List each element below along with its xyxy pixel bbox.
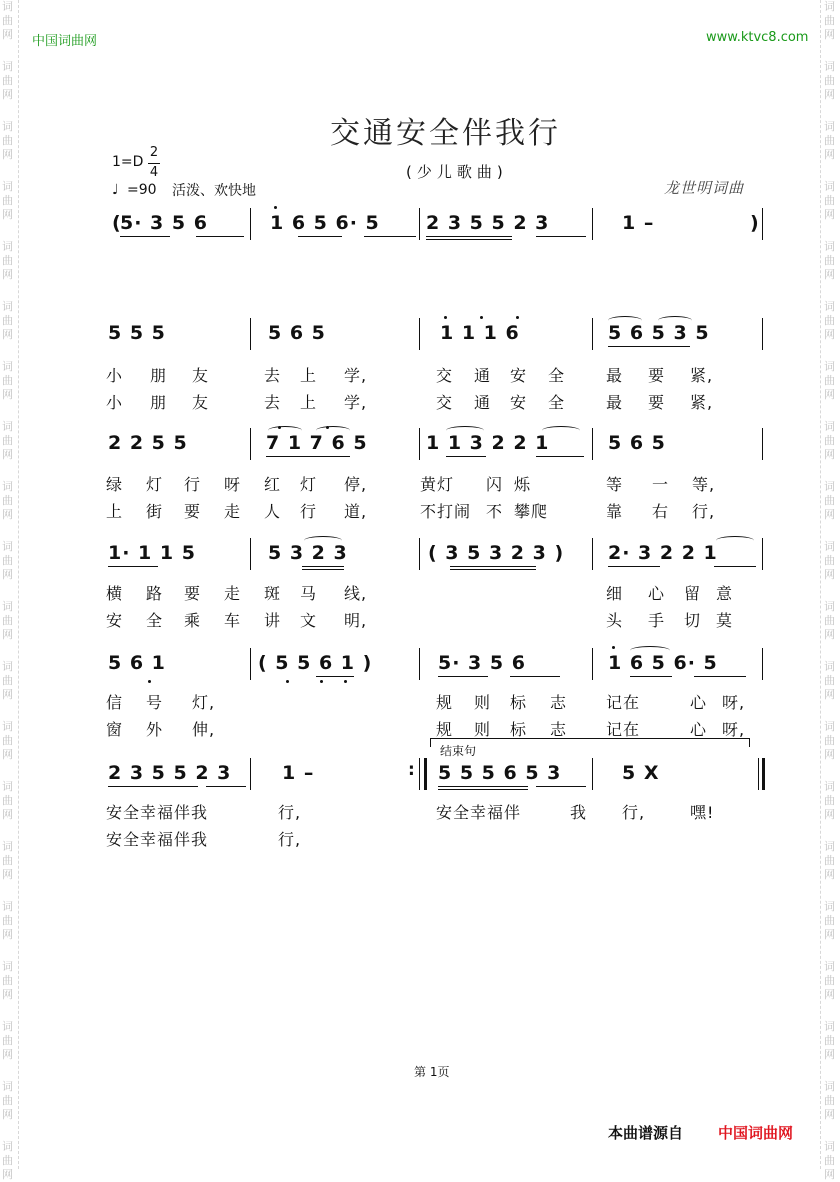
- watermark-text: 词 曲 网: [2, 1080, 13, 1121]
- lyric-syllable: 斑: [264, 584, 282, 603]
- high-octave-dot: [274, 206, 277, 209]
- barline: [250, 318, 251, 350]
- lyric-syllable: 规: [436, 693, 454, 712]
- source-label: 本曲谱源自: [608, 1124, 684, 1142]
- lyric-syllable: 细: [606, 584, 624, 603]
- lyric-syllable: 全: [548, 393, 566, 412]
- beam-underline: [108, 566, 158, 567]
- barline: [419, 208, 420, 240]
- slur: [304, 536, 342, 545]
- lyric-syllable: 友: [192, 366, 210, 385]
- time-signature-bottom: 4: [149, 165, 159, 180]
- lyric-syllable: 烁: [514, 475, 532, 494]
- key-signature: 1=D: [112, 154, 144, 170]
- beam-underline: [108, 786, 198, 787]
- beam-underline: [446, 456, 486, 457]
- beam-underline: [120, 236, 170, 237]
- slur: [268, 426, 302, 435]
- lyric-syllable: 横: [106, 584, 124, 603]
- beam-underline: [608, 566, 660, 567]
- lyric-syllable: 紧,: [690, 393, 714, 412]
- beam-underline: [302, 569, 344, 570]
- lyric-syllable: 黄灯: [420, 475, 455, 494]
- lyric-syllable: 右: [652, 502, 670, 521]
- lyric-syllable: 则: [474, 693, 492, 712]
- barline: [419, 428, 420, 460]
- lyric-syllable: 绿: [106, 475, 124, 494]
- lyric-syllable: 停,: [344, 475, 368, 494]
- lyric-syllable: 我: [570, 803, 588, 822]
- watermark-text: 词 曲 网: [2, 720, 13, 761]
- lyric-syllable: 标: [510, 693, 528, 712]
- watermark-text: 词 曲 网: [824, 720, 835, 761]
- row5-measure4: 1 6 5 6· 5: [608, 652, 718, 674]
- lyric-syllable: 人: [264, 502, 282, 521]
- lyric-syllable: 切: [684, 611, 702, 630]
- watermark-text: 词 曲 网: [2, 360, 13, 401]
- watermark-text: 词 曲 网: [824, 1080, 835, 1121]
- row1-measure4: 1 –: [622, 212, 655, 234]
- barline: [419, 538, 420, 570]
- quarter-note-icon: ♩: [112, 182, 119, 198]
- watermark-text: 词 曲 网: [824, 780, 835, 821]
- lyric-syllable: 全: [146, 611, 164, 630]
- barline: [250, 538, 251, 570]
- watermark-text: 词 曲 网: [2, 180, 13, 221]
- lyric-syllable: 呀,: [722, 693, 746, 712]
- barline: [758, 758, 759, 790]
- row1-measure1: 5· 3 5 6: [120, 212, 208, 234]
- lyric-syllable: 全: [548, 366, 566, 385]
- lyric-syllable: 号: [146, 693, 164, 712]
- barline: [592, 538, 593, 570]
- high-octave-dot: [278, 426, 281, 429]
- lyric-syllable: 心: [648, 584, 666, 603]
- high-octave-dot: [516, 316, 519, 319]
- lyric-syllable: 留: [684, 584, 702, 603]
- low-octave-dot: [148, 680, 151, 683]
- barline: [592, 758, 593, 790]
- watermark-text: 词 曲 网: [2, 0, 13, 41]
- lyric-syllable: 标: [510, 720, 528, 739]
- row2-measure3: 1 1 1 6: [440, 322, 520, 344]
- beam-underline: [196, 236, 244, 237]
- beam-underline: [266, 456, 350, 457]
- lyric-syllable: 朋: [150, 366, 168, 385]
- lyric-syllable: 一: [652, 475, 670, 494]
- high-octave-dot: [612, 646, 615, 649]
- barline: [592, 428, 593, 460]
- barline: [250, 208, 251, 240]
- lyric-syllable: 记在: [606, 720, 641, 739]
- beam-underline: [364, 236, 416, 237]
- lyric-syllable: 规: [436, 720, 454, 739]
- slur: [316, 426, 350, 435]
- site-link-left[interactable]: 中国词曲网: [32, 34, 98, 49]
- lyric-syllable: 灯: [146, 475, 164, 494]
- lyric-syllable: 学,: [344, 393, 368, 412]
- tempo-value: =90: [127, 182, 157, 198]
- lyric-syllable: 要: [648, 393, 666, 412]
- ending-bracket: [430, 738, 750, 747]
- lyric-syllable: 不: [486, 502, 504, 521]
- lyric-syllable: 安全幸福伴: [436, 803, 522, 822]
- watermark-text: 词 曲 网: [2, 1140, 13, 1181]
- left-watermark-column: [2, 0, 16, 1181]
- lyric-syllable: 小: [106, 393, 124, 412]
- watermark-text: 词 曲 网: [824, 1020, 835, 1061]
- lyric-syllable: 街: [146, 502, 164, 521]
- watermark-text: 词 曲 网: [2, 780, 13, 821]
- lyric-syllable: 行: [300, 502, 318, 521]
- barline: [762, 318, 763, 350]
- lyric-syllable: 学,: [344, 366, 368, 385]
- beam-underline: [438, 786, 528, 787]
- row6-measure4: 5 X: [622, 762, 660, 784]
- watermark-text: 词 曲 网: [824, 900, 835, 941]
- lyric-syllable: 朋: [150, 393, 168, 412]
- row4-measure3: ( 3 5 3 2 3 ): [428, 542, 565, 564]
- lyric-syllable: 安: [510, 393, 528, 412]
- lyric-syllable: 闪: [486, 475, 504, 494]
- barline: [419, 318, 420, 350]
- lyric-syllable: 不打闹: [420, 502, 472, 521]
- source-site-link[interactable]: 中国词曲网: [718, 1124, 794, 1142]
- lyric-syllable: 线,: [344, 584, 368, 603]
- lyric-syllable: 安全幸福伴我: [106, 803, 209, 822]
- barline-thick: [424, 758, 427, 790]
- beam-underline: [302, 566, 344, 567]
- lyric-syllable: 心: [690, 693, 708, 712]
- row1-measure3: 2 3 5 5 2 3: [426, 212, 550, 234]
- lyric-syllable: 嘿!: [690, 803, 715, 822]
- watermark-text: 词 曲 网: [824, 360, 835, 401]
- watermark-text: 词 曲 网: [2, 300, 13, 341]
- slur: [658, 316, 692, 325]
- beam-underline: [438, 676, 488, 677]
- row4-measure1: 1· 1 1 5: [108, 542, 196, 564]
- watermark-text: 词 曲 网: [824, 300, 835, 341]
- beam-underline: [450, 569, 536, 570]
- watermark-text: 词 曲 网: [2, 900, 13, 941]
- row6-measure3: 5 5 5 6 5 3: [438, 762, 562, 784]
- lyric-syllable: 行,: [278, 803, 302, 822]
- lyric-syllable: 上: [300, 393, 318, 412]
- watermark-text: 词 曲 网: [824, 660, 835, 701]
- lyric-syllable: 窗: [106, 720, 124, 739]
- lyric-syllable: 要: [184, 584, 202, 603]
- lyric-syllable: 记在: [606, 693, 641, 712]
- lyric-syllable: 手: [648, 611, 666, 630]
- lyric-syllable: 最: [606, 393, 624, 412]
- slur: [542, 426, 580, 435]
- row2-measure2: 5 6 5: [268, 322, 326, 344]
- high-octave-dot: [326, 426, 329, 429]
- beam-underline: [438, 789, 528, 790]
- beam-underline: [608, 346, 690, 347]
- slur: [716, 536, 754, 545]
- watermark-text: 词 曲 网: [824, 960, 835, 1001]
- barline: [419, 758, 420, 790]
- watermark-text: 词 曲 网: [824, 1140, 835, 1181]
- watermark-text: 词 曲 网: [824, 120, 835, 161]
- row3-measure2: 7 1 7 6 5: [266, 432, 368, 454]
- watermark-text: 词 曲 网: [824, 480, 835, 521]
- time-signature-bar: [148, 163, 160, 164]
- right-border-line: [820, 0, 822, 1169]
- lyric-syllable: 行,: [278, 830, 302, 849]
- lyric-syllable: 讲: [264, 611, 282, 630]
- ending-label: 结束句: [440, 744, 477, 758]
- lyric-syllable: 走: [224, 584, 242, 603]
- row4-measure2: 5 3 2 3: [268, 542, 348, 564]
- lyric-syllable: 通: [474, 366, 492, 385]
- lyric-syllable: 走: [224, 502, 242, 521]
- row2-measure4: 5 6 5 3 5: [608, 322, 710, 344]
- lyric-syllable: 文: [300, 611, 318, 630]
- left-border-line: [18, 0, 20, 1169]
- intro-close-paren: ): [750, 212, 760, 234]
- barline: [250, 648, 251, 680]
- beam-underline: [316, 676, 354, 677]
- row4-measure4: 2· 3 2 2 1: [608, 542, 718, 564]
- barline-thick: [762, 758, 765, 790]
- row3-measure1: 2 2 5 5: [108, 432, 188, 454]
- watermark-text: 词 曲 网: [2, 240, 13, 281]
- watermark-text: 词 曲 网: [824, 840, 835, 881]
- beam-underline: [206, 786, 246, 787]
- lyric-syllable: 志: [550, 693, 568, 712]
- high-octave-dot: [480, 316, 483, 319]
- lyric-syllable: 交: [436, 366, 454, 385]
- beam-underline: [510, 676, 560, 677]
- lyric-syllable: 靠: [606, 502, 624, 521]
- low-octave-dot: [286, 680, 289, 683]
- lyric-syllable: 路: [146, 584, 164, 603]
- barline: [250, 428, 251, 460]
- watermark-text: 词 曲 网: [2, 1020, 13, 1061]
- watermark-text: 词 曲 网: [824, 540, 835, 581]
- low-octave-dot: [320, 680, 323, 683]
- watermark-text: 词 曲 网: [824, 0, 835, 41]
- lyric-syllable: 车: [224, 611, 242, 630]
- lyric-syllable: 行: [184, 475, 202, 494]
- barline: [592, 318, 593, 350]
- lyric-syllable: 等,: [692, 475, 716, 494]
- row6-measure1: 2 3 5 5 2 3: [108, 762, 232, 784]
- lyric-syllable: 灯,: [192, 693, 216, 712]
- beam-underline: [426, 239, 512, 240]
- watermark-text: 词 曲 网: [2, 600, 13, 641]
- lyric-syllable: 小: [106, 366, 124, 385]
- lyric-syllable: 去: [264, 366, 282, 385]
- song-subtitle: (少儿歌曲): [406, 163, 508, 181]
- lyric-syllable: 行,: [692, 502, 716, 521]
- beam-underline: [450, 566, 536, 567]
- lyric-syllable: 道,: [344, 502, 368, 521]
- row5-measure1: 5 6 1: [108, 652, 166, 674]
- row6-measure2: 1 –: [282, 762, 315, 784]
- beam-underline: [694, 676, 746, 677]
- lyric-syllable: 莫: [716, 611, 734, 630]
- beam-underline: [630, 676, 672, 677]
- page-number: 第 1页: [414, 1065, 450, 1079]
- lyric-syllable: 乘: [184, 611, 202, 630]
- lyric-syllable: 要: [184, 502, 202, 521]
- beam-underline: [298, 236, 342, 237]
- barline: [762, 538, 763, 570]
- barline: [762, 208, 763, 240]
- row3-measure3: 1 1 3 2 2 1: [426, 432, 550, 454]
- lyric-syllable: 上: [106, 502, 124, 521]
- low-octave-dot: [344, 680, 347, 683]
- barline: [762, 428, 763, 460]
- watermark-text: 词 曲 网: [824, 180, 835, 221]
- lyric-syllable: 呀,: [722, 720, 746, 739]
- lyric-syllable: 要: [648, 366, 666, 385]
- lyric-syllable: 友: [192, 393, 210, 412]
- lyric-syllable: 安: [106, 611, 124, 630]
- lyric-syllable: 呀: [224, 475, 242, 494]
- intro-open-paren: (: [112, 212, 122, 234]
- lyric-syllable: 马: [300, 584, 318, 603]
- lyric-syllable: 头: [606, 611, 624, 630]
- lyric-syllable: 去: [264, 393, 282, 412]
- row5-measure3: 5· 3 5 6: [438, 652, 526, 674]
- lyric-syllable: 意: [716, 584, 734, 603]
- high-octave-dot: [444, 316, 447, 319]
- watermark-text: 词 曲 网: [824, 240, 835, 281]
- slur: [608, 316, 642, 325]
- song-title: 交通安全伴我行: [330, 116, 561, 151]
- lyric-syllable: 行,: [622, 803, 646, 822]
- lyric-syllable: 上: [300, 366, 318, 385]
- beam-underline: [536, 456, 584, 457]
- lyric-syllable: 外: [146, 720, 164, 739]
- watermark-text: 词 曲 网: [2, 480, 13, 521]
- watermark-text: 词 曲 网: [2, 960, 13, 1001]
- watermark-text: 词 曲 网: [824, 600, 835, 641]
- barline: [592, 208, 593, 240]
- lyric-syllable: 通: [474, 393, 492, 412]
- beam-underline: [426, 236, 512, 237]
- right-watermark-column: [824, 0, 838, 1181]
- lyric-syllable: 交: [436, 393, 454, 412]
- lyric-syllable: 心: [690, 720, 708, 739]
- barline: [419, 648, 420, 680]
- slur: [630, 646, 670, 655]
- composer-credit: 龙世明词曲: [664, 179, 745, 197]
- beam-underline: [714, 566, 756, 567]
- slur: [446, 426, 484, 435]
- barline: [762, 648, 763, 680]
- row2-measure1: 5 5 5: [108, 322, 166, 344]
- row5-measure2: ( 5 5 6 1 ): [258, 652, 373, 674]
- lyric-syllable: 等: [606, 475, 624, 494]
- watermark-text: 词 曲 网: [824, 420, 835, 461]
- beam-underline: [536, 786, 586, 787]
- time-signature-top: 2: [149, 145, 159, 160]
- lyric-syllable: 紧,: [690, 366, 714, 385]
- lyric-syllable: 最: [606, 366, 624, 385]
- expression-mark: 活泼、欢快地: [172, 183, 256, 199]
- lyric-syllable: 安全幸福伴我: [106, 830, 209, 849]
- barline: [592, 648, 593, 680]
- lyric-syllable: 攀爬: [514, 502, 549, 521]
- lyric-syllable: 明,: [344, 611, 368, 630]
- watermark-text: 词 曲 网: [2, 840, 13, 881]
- lyric-syllable: 灯: [300, 475, 318, 494]
- watermark-text: 词 曲 网: [2, 120, 13, 161]
- watermark-text: 词 曲 网: [2, 60, 13, 101]
- lyric-syllable: 安: [510, 366, 528, 385]
- beam-underline: [536, 236, 586, 237]
- row1-measure2: 1 6 5 6· 5: [270, 212, 380, 234]
- watermark-text: 词 曲 网: [2, 660, 13, 701]
- watermark-text: 词 曲 网: [824, 60, 835, 101]
- lyric-syllable: 则: [474, 720, 492, 739]
- watermark-text: 词 曲 网: [2, 420, 13, 461]
- barline: [250, 758, 251, 790]
- lyric-syllable: 志: [550, 720, 568, 739]
- row3-measure4: 5 6 5: [608, 432, 666, 454]
- repeat-dots: :: [408, 760, 416, 780]
- watermark-text: 词 曲 网: [2, 540, 13, 581]
- lyric-syllable: 红: [264, 475, 282, 494]
- lyric-syllable: 伸,: [192, 720, 216, 739]
- lyric-syllable: 信: [106, 693, 124, 712]
- site-link-right[interactable]: www.ktvc8.com: [706, 30, 809, 45]
